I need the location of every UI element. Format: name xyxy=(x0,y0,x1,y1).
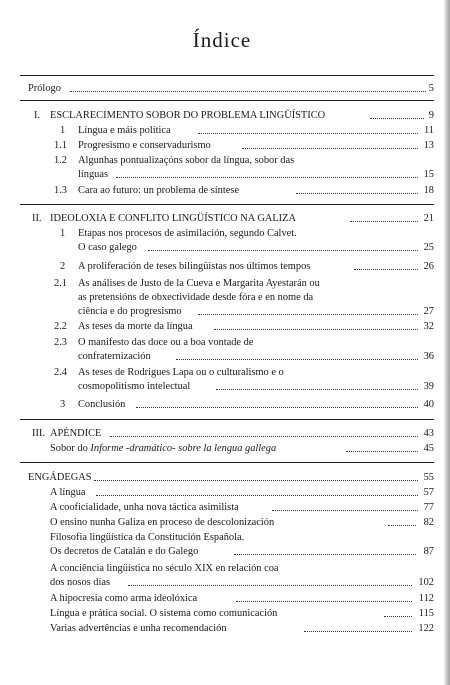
page-number: 32 xyxy=(423,321,434,332)
section-number: III. xyxy=(32,428,45,439)
entry-number: 1 xyxy=(60,228,66,239)
dot-leader xyxy=(198,314,418,315)
entry-text: As análises de Justo de la Cueva e Margarita Ayestarán ou xyxy=(78,278,320,289)
page-number: 11 xyxy=(423,125,434,136)
section-title: ESCLARECIMENTO SOBOR DO PROBLEMA LINGÜÍSTICO xyxy=(50,110,326,121)
entry-number: 2 xyxy=(60,261,66,272)
page-number: 21 xyxy=(423,213,434,224)
entry-number: 2.2 xyxy=(54,321,67,332)
page-number: 5 xyxy=(428,83,434,94)
dot-leader xyxy=(354,269,418,270)
entry-text: Cara ao futuro: un problema de síntese xyxy=(78,185,240,196)
dot-leader xyxy=(234,554,416,555)
page-number: 43 xyxy=(423,428,434,439)
dot-leader xyxy=(148,250,418,251)
page-number: 40 xyxy=(423,399,434,410)
dot-leader xyxy=(214,329,418,330)
page-edge-shadow xyxy=(444,0,450,685)
page-number: 39 xyxy=(423,381,434,392)
dot-leader xyxy=(272,510,418,511)
dot-leader xyxy=(96,495,418,496)
entry-text: Os decretos de Catalán e do Galego xyxy=(50,546,199,557)
entry-text: Conclusión xyxy=(78,399,126,410)
entry-text: Filosofia lingüística da Constitución Española. xyxy=(50,532,245,543)
dot-leader xyxy=(388,525,416,526)
entry-number: 2.3 xyxy=(54,337,67,348)
entry-text: línguas xyxy=(78,169,109,180)
dot-leader xyxy=(346,451,418,452)
page-number: 18 xyxy=(423,185,434,196)
page-number: 122 xyxy=(418,623,434,634)
entry-text: ciência e do progresismo xyxy=(78,306,182,317)
page-number: 55 xyxy=(423,472,434,483)
page-number: 115 xyxy=(418,608,434,619)
page-number: 13 xyxy=(423,140,434,151)
dot-leader xyxy=(116,177,418,178)
entry-text: Progresismo e conservadurismo xyxy=(78,140,211,151)
divider xyxy=(20,462,434,463)
entry-text: A proliferación de teses bilingüistas nos últimos tempos xyxy=(78,261,311,272)
entry-text: O caso galego xyxy=(78,242,137,253)
page-number: 26 xyxy=(423,261,434,272)
dot-leader xyxy=(110,436,418,437)
entry-text: Algunhas pontualizaçóns sobor da língua, sobor das xyxy=(78,155,295,166)
page-number: 87 xyxy=(423,546,434,557)
entry-text: cosmopolitismo intelectual xyxy=(78,381,191,392)
dot-leader xyxy=(216,389,418,390)
entry-number: 1.3 xyxy=(54,185,67,196)
dot-leader xyxy=(296,193,418,194)
entry-number: 3 xyxy=(60,399,66,410)
entry-text: As teses da morte da língua xyxy=(78,321,193,332)
entry-text: A hipocresia como arma ideolóxica xyxy=(50,593,198,604)
entry-text: as pretensións de obxectividade desde fóra e en nome da xyxy=(78,292,314,303)
divider xyxy=(20,204,434,205)
entry-text: confraternización xyxy=(78,351,151,362)
page-number: 27 xyxy=(423,306,434,317)
entry-text: As teses de Rodrigues Lapa ou o culturalismo e o xyxy=(78,367,284,378)
divider xyxy=(20,75,434,76)
entry-text: A cooficialidade, unha nova táctica asimilista xyxy=(50,502,239,513)
page-number: 9 xyxy=(428,110,434,121)
page-title: Índice xyxy=(192,28,252,52)
dot-leader xyxy=(384,616,412,617)
entry-number: 1.1 xyxy=(54,140,67,151)
dot-leader xyxy=(198,133,418,134)
page-number: 15 xyxy=(423,169,434,180)
section-title: IDEOLOXIA E CONFLITO LINGÜÍSTICO NA GALIZA xyxy=(50,213,296,224)
dot-leader xyxy=(70,91,426,92)
entry-text: dos nosos días xyxy=(50,577,111,588)
page-number: 57 xyxy=(423,487,434,498)
page-number: 102 xyxy=(418,577,434,588)
dot-leader xyxy=(370,118,424,119)
entry-number: 2.4 xyxy=(54,367,67,378)
dot-leader xyxy=(128,585,412,586)
page-number: 112 xyxy=(418,593,434,604)
section-title: ENGÁDEGAS xyxy=(28,472,92,483)
page-number: 77 xyxy=(423,502,434,513)
page-number: 25 xyxy=(423,242,434,253)
entry-text: O manifesto das doce ou a boa vontade de xyxy=(78,337,254,348)
section-title: APÉNDICE xyxy=(50,428,102,439)
dot-leader xyxy=(304,631,412,632)
entry-text: A língua xyxy=(50,487,86,498)
entry-text: Língua e prática social. O sistema como comunicación xyxy=(50,608,278,619)
dot-leader xyxy=(176,359,418,360)
divider xyxy=(20,100,434,101)
section-number: II. xyxy=(32,213,42,224)
toc-entry-label: Prólogo xyxy=(28,83,61,94)
section-number: I. xyxy=(34,110,41,121)
dot-leader xyxy=(94,480,418,481)
dot-leader xyxy=(242,148,418,149)
page-number: 82 xyxy=(423,517,434,528)
dot-leader xyxy=(236,601,412,602)
entry-text: O ensino nunha Galiza en proceso de descolonización xyxy=(50,517,275,528)
entry-text: A conciência lingüística no século XIX en relación coa xyxy=(50,563,279,574)
entry-number: 1.2 xyxy=(54,155,67,166)
entry-text: Varias advertências e unha recomendación xyxy=(50,623,227,634)
dot-leader xyxy=(350,221,418,222)
dot-leader xyxy=(136,407,418,408)
divider xyxy=(20,419,434,420)
page-number: 45 xyxy=(423,443,434,454)
entry-number: 2.1 xyxy=(54,278,67,289)
entry-text: Língua e máis política xyxy=(78,125,171,136)
page-number: 36 xyxy=(423,351,434,362)
entry-number: 1 xyxy=(60,125,66,136)
entry-text: Etapas nos procesos de asimilación, segundo Calvet. xyxy=(78,228,297,239)
entry-text: Sobor do Informe -dramático- sobre la lengua gallega xyxy=(50,443,277,454)
